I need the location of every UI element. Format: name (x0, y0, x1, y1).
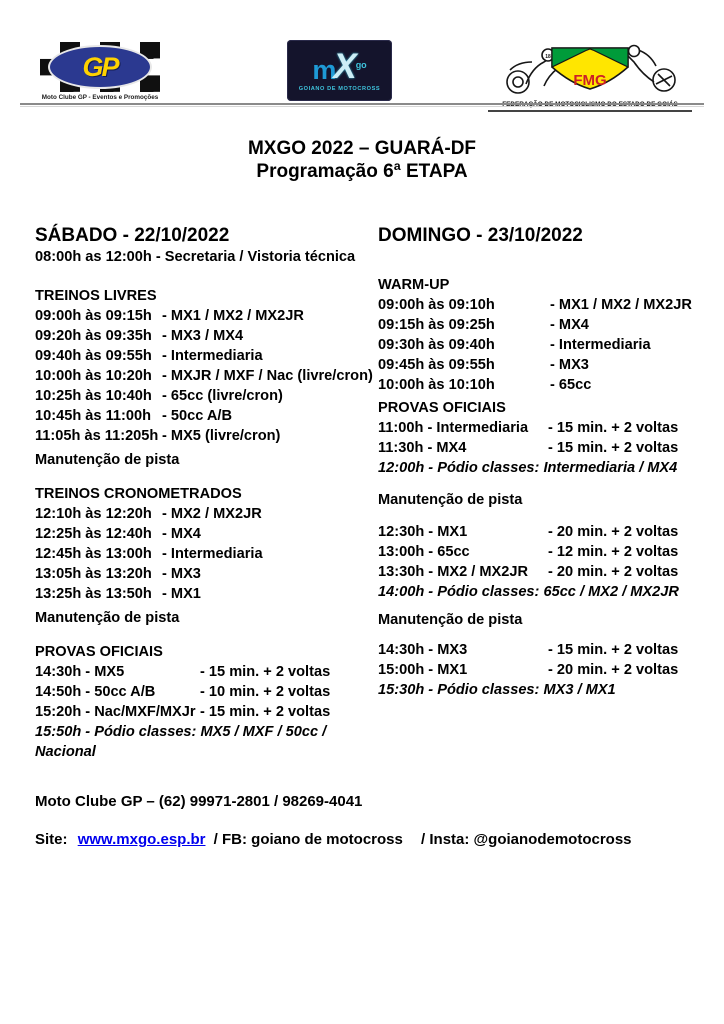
time-slot: 09:40h às 09:55h (35, 348, 152, 364)
footer (35, 792, 632, 850)
provas-oficiais-heading: PROVAS OFICIAIS (378, 400, 506, 416)
race-row (35, 662, 378, 682)
schedule-row (35, 524, 378, 544)
race-event: 12:30h - MX1 (378, 524, 468, 540)
track-maintenance-note: Manutenção de pista (35, 610, 180, 626)
class-label: - Intermediaria (162, 348, 263, 364)
race-duration: - 20 min. + 2 voltas (548, 524, 679, 540)
schedule-row (378, 315, 710, 335)
logo-strip (0, 40, 724, 106)
schedule-row (35, 366, 378, 386)
mxgo-wordmark (312, 49, 366, 84)
warm-up-heading: WARM-UP (378, 277, 450, 293)
time-slot: 09:15h às 09:25h (378, 317, 495, 333)
moto-clube-gp-logo (40, 42, 160, 105)
fmg-acronym: FMG (573, 72, 607, 89)
class-label: - MX3 (550, 357, 589, 373)
time-slot: 10:45h às 11:00h (35, 408, 152, 424)
mxgo-letter-x: X (333, 47, 357, 86)
race-event: 15:20h - Nac/MXF/MXJr (35, 704, 196, 720)
mxgo-letter-m: m (312, 55, 336, 85)
race-duration: - 15 min. + 2 voltas (548, 642, 679, 658)
podium-note: 12:00h - Pódio classes: Intermediaria / MX4 (378, 460, 678, 476)
time-slot: 09:20h às 09:35h (35, 328, 152, 344)
class-label: - Intermediaria (162, 546, 263, 562)
schedule-row (35, 346, 378, 366)
contact-line: Moto Clube GP – (62) 99971-2801 / 98269-4041 (35, 793, 363, 810)
schedule-row (35, 584, 378, 604)
race-row (378, 562, 710, 582)
class-label: - MX4 (162, 526, 201, 542)
schedule-row (378, 375, 710, 395)
page-title-line2: Programação 6ª ETAPA (256, 161, 468, 182)
race-duration: - 15 min. + 2 voltas (548, 440, 679, 456)
race-duration: - 15 min. + 2 voltas (548, 420, 679, 436)
podium-note: 15:50h - Pódio classes: MX5 / MXF / 50cc / Nacional (35, 724, 327, 760)
header-divider (20, 103, 704, 107)
time-slot: 09:00h às 09:15h (35, 308, 152, 324)
gp-oval-badge (48, 45, 152, 89)
mxgo-logo (287, 40, 392, 101)
class-label: - 50cc A/B (162, 408, 233, 424)
race-row (35, 702, 378, 722)
class-label: - MX5 (livre/cron) (162, 428, 281, 444)
provas-oficiais-heading: PROVAS OFICIAIS (35, 644, 163, 660)
site-prefix-label: Site: (35, 831, 68, 848)
class-label: - Intermediaria (550, 337, 651, 353)
track-maintenance-note: Manutenção de pista (378, 612, 523, 628)
race-row (378, 660, 710, 680)
class-label: - MX1 (162, 586, 201, 602)
sunday-heading: DOMINGO - 23/10/2022 (378, 225, 583, 246)
schedule-row (35, 306, 378, 326)
race-duration: - 20 min. + 2 voltas (548, 564, 679, 580)
time-slot: 09:45h às 09:55h (378, 357, 495, 373)
time-slot: 11:05h às 11:205h (35, 428, 159, 444)
fmg-federation-logo (488, 44, 692, 112)
fmg-riders-shield-icon (488, 44, 692, 96)
race-event: 11:30h - MX4 (378, 440, 467, 456)
saturday-registration: 08:00h as 12:00h - Secretaria / Vistoria técnica (35, 249, 356, 265)
schedule-row (35, 564, 378, 584)
time-slot: 10:25h às 10:40h (35, 388, 152, 404)
time-slot: 09:30h às 09:40h (378, 337, 495, 353)
schedule-row (378, 295, 710, 315)
schedule-row (35, 326, 378, 346)
race-event: 13:30h - MX2 / MX2JR (378, 564, 529, 580)
gp-logo-caption: Moto Clube GP - Eventos e Promoções (40, 94, 160, 105)
fmg-rider-number: 18 (545, 54, 551, 60)
race-event: 13:00h - 65cc (378, 544, 470, 560)
time-slot: 10:00h às 10:20h (35, 368, 152, 384)
schedule-row (35, 426, 378, 446)
schedule-row (35, 386, 378, 406)
fmg-logo-caption: FEDERAÇÃO DE MOTOCICLISMO DO ESTADO DE GOIÁS (488, 101, 692, 112)
saturday-column (35, 224, 378, 762)
time-slot: 12:45h às 13:00h (35, 546, 152, 562)
class-label: - MX1 / MX2 / MX2JR (550, 297, 692, 313)
class-label: - MX3 (162, 566, 201, 582)
time-slot: 09:00h às 09:10h (378, 297, 495, 313)
schedule-row (35, 544, 378, 564)
instagram-handle: / Insta: @goianodemotocross (421, 831, 632, 848)
class-label: - MX3 / MX4 (162, 328, 244, 344)
podium-note: 15:30h - Pódio classes: MX3 / MX1 (378, 682, 616, 698)
class-label: - MX1 / MX2 / MX2JR (162, 308, 304, 324)
race-row (378, 542, 710, 562)
class-label: - 65cc (livre/cron) (162, 388, 283, 404)
page-title-line1: MXGO 2022 – GUARÁ-DF (247, 138, 477, 159)
race-row (35, 682, 378, 702)
saturday-heading: SÁBADO - 22/10/2022 (35, 225, 230, 246)
class-label: - MXJR / MXF / Nac (livre/cron) (162, 368, 373, 384)
facebook-handle: / FB: goiano de motocross (213, 831, 403, 848)
class-label: - MX2 / MX2JR (162, 506, 262, 522)
race-duration: - 10 min. + 2 voltas (200, 684, 331, 700)
podium-note: 14:00h - Pódio classes: 65cc / MX2 / MX2JR (378, 584, 679, 600)
schedule-row (35, 406, 378, 426)
race-duration: - 12 min. + 2 voltas (548, 544, 679, 560)
track-maintenance-note: Manutenção de pista (35, 452, 180, 468)
mxgo-go-suffix: go (355, 60, 367, 70)
schedule-row (378, 335, 710, 355)
mxgo-logo-caption: GOIANO DE MOTOCROSS (298, 86, 381, 92)
time-slot: 13:05h às 13:20h (35, 566, 152, 582)
schedule-row (35, 504, 378, 524)
race-event: 14:30h - MX3 (378, 642, 468, 658)
race-row (378, 418, 710, 438)
sunday-column (378, 224, 710, 700)
class-label: - 65cc (550, 377, 592, 393)
race-row (378, 438, 710, 458)
track-maintenance-note: Manutenção de pista (378, 492, 523, 508)
checkered-flag-background (40, 42, 160, 92)
gp-monogram: GP (82, 51, 118, 82)
race-event: 14:50h - 50cc A/B (35, 684, 156, 700)
race-event: 15:00h - MX1 (378, 662, 468, 678)
links-line (35, 830, 632, 850)
website-link[interactable]: www.mxgo.esp.br (77, 831, 206, 848)
time-slot: 10:00h às 10:10h (378, 377, 495, 393)
class-label: - MX4 (550, 317, 589, 333)
schedule-row (378, 355, 710, 375)
race-row (378, 522, 710, 542)
race-event: 14:30h - MX5 (35, 664, 125, 680)
time-slot: 12:25h às 12:40h (35, 526, 152, 542)
treinos-cronometrados-heading: TREINOS CRONOMETRADOS (35, 486, 242, 502)
race-duration: - 15 min. + 2 voltas (200, 704, 331, 720)
treinos-livres-heading: TREINOS LIVRES (35, 288, 157, 304)
race-row (378, 640, 710, 660)
page-title (0, 137, 724, 183)
race-duration: - 20 min. + 2 voltas (548, 662, 679, 678)
race-duration: - 15 min. + 2 voltas (200, 664, 331, 680)
time-slot: 13:25h às 13:50h (35, 586, 152, 602)
time-slot: 12:10h às 12:20h (35, 506, 152, 522)
race-event: 11:00h - Intermediaria (378, 420, 529, 436)
